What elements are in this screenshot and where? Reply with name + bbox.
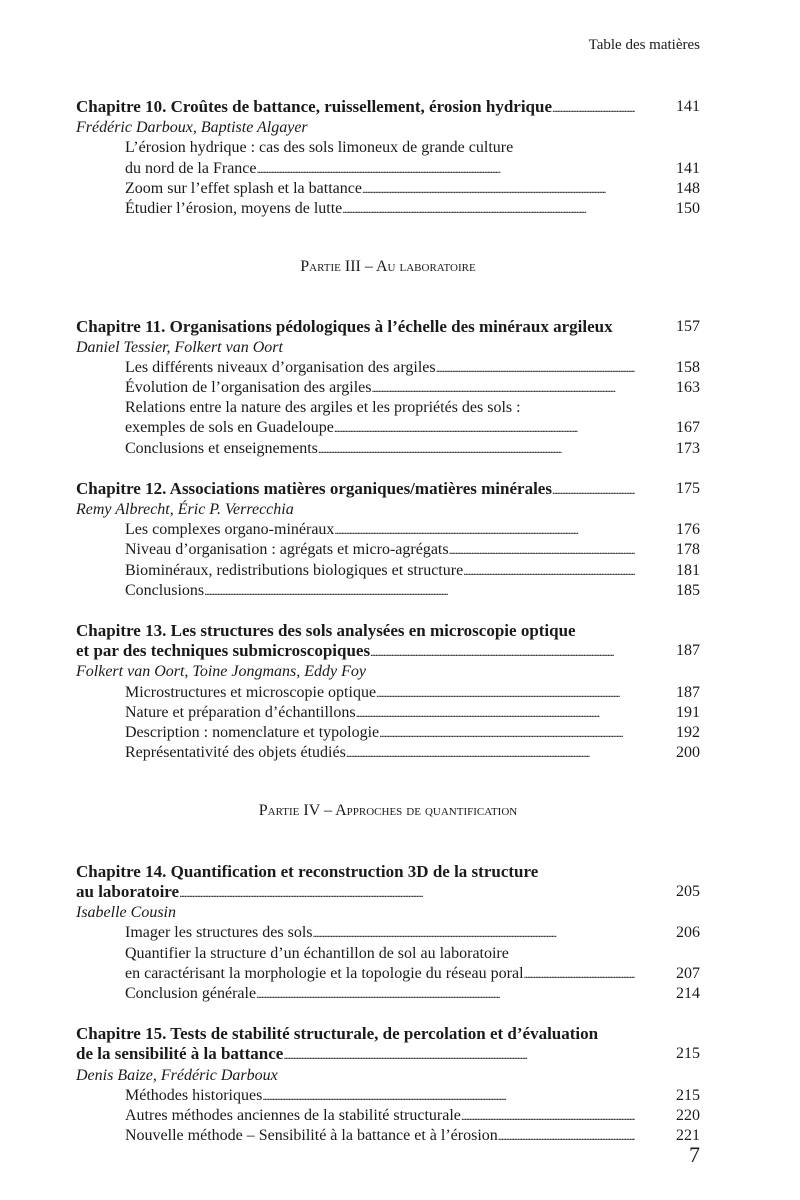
chapter-title[interactable] xyxy=(76,479,700,500)
chapter-11 xyxy=(76,317,700,458)
page-number: 221 xyxy=(676,1127,700,1145)
entry-text: Microstructures et microscopie optique xyxy=(125,683,377,701)
section-entry[interactable] xyxy=(76,984,700,1004)
section-entry[interactable]: Quantifier la structure d’un échantillon de sol au laboratoire xyxy=(125,944,509,962)
dot-leader xyxy=(346,743,635,763)
entry-text: Étudier l’érosion, moyens de lutte xyxy=(125,200,343,218)
page-number: 205 xyxy=(676,882,700,900)
section-entry[interactable] xyxy=(76,1106,700,1126)
dot-leader xyxy=(376,683,635,703)
dot-leader xyxy=(552,479,635,500)
page-number: 185 xyxy=(676,581,700,599)
page-number: 167 xyxy=(676,419,700,437)
chapter-10 xyxy=(76,97,700,219)
entry-text: du nord de la France xyxy=(125,159,257,177)
section-entry[interactable] xyxy=(76,923,700,943)
page-number: 214 xyxy=(676,984,700,1002)
page-number: 220 xyxy=(676,1106,700,1124)
entry-text: Représentativité des objets étudiés xyxy=(125,744,346,762)
page-number: 192 xyxy=(676,724,700,742)
page-number: 157 xyxy=(676,318,700,336)
title-text: au laboratoire xyxy=(76,881,180,901)
dot-leader xyxy=(362,179,635,199)
page-number: 178 xyxy=(676,541,700,559)
chapter-title[interactable]: Chapitre 13. Les structures des sols analysées en microscopie optique xyxy=(76,621,576,641)
title-text: de la sensibilité à la battance xyxy=(76,1044,284,1064)
chapter-title-cont[interactable] xyxy=(76,882,700,903)
entry-text: Biominéraux, redistributions biologiques et structure xyxy=(125,561,464,579)
dot-leader xyxy=(498,1126,635,1146)
page-number: 207 xyxy=(676,964,700,982)
section-entry[interactable] xyxy=(76,199,700,219)
page-number: 215 xyxy=(676,1086,700,1104)
dot-leader xyxy=(179,882,635,903)
entry-text: Description : nomenclature et typologie xyxy=(125,724,380,742)
chapter-authors: Remy Albrecht, Éric P. Verrecchia xyxy=(76,501,294,519)
page-number: 191 xyxy=(676,703,700,721)
page-number: 175 xyxy=(676,479,700,497)
section-entry[interactable]: L’érosion hydrique : cas des sols limoneux de grande culture xyxy=(125,139,514,157)
dot-leader xyxy=(204,581,635,601)
dot-leader xyxy=(379,723,635,743)
dot-leader xyxy=(436,358,635,378)
entry-text: Conclusions xyxy=(125,581,205,599)
entry-text: en caractérisant la morphologie et la topologie du réseau poral xyxy=(125,964,524,982)
entry-text: Les différents niveaux d’organisation des argiles xyxy=(125,358,436,376)
part-heading: Partie IV – Approches de quantification xyxy=(258,802,518,820)
page-number: 200 xyxy=(676,744,700,762)
title-text: Chapitre 12. Associations matières organiques/matières minérales xyxy=(76,478,552,498)
dot-leader xyxy=(356,703,635,723)
chapter-title-cont[interactable] xyxy=(76,1044,700,1065)
title-text: et par des techniques submicroscopiques xyxy=(76,641,371,661)
page-number: 181 xyxy=(676,561,700,579)
dot-leader xyxy=(463,561,635,581)
section-entry[interactable] xyxy=(76,439,700,459)
page-number: 141 xyxy=(676,98,700,115)
page-number: 148 xyxy=(676,179,700,197)
dot-leader xyxy=(318,439,635,459)
chapter-title[interactable] xyxy=(76,97,700,118)
section-entry[interactable] xyxy=(76,159,700,179)
chapter-authors: Denis Baize, Frédéric Darboux xyxy=(76,1066,278,1084)
running-head: Table des matières xyxy=(588,37,700,53)
dot-leader xyxy=(371,378,635,398)
section-entry[interactable] xyxy=(76,581,700,601)
entry-text: Zoom sur l’effet splash et la battance xyxy=(125,179,362,197)
dot-leader xyxy=(524,964,635,984)
section-entry[interactable] xyxy=(76,1086,700,1106)
entry-text: Niveau d’organisation : agrégats et micro-agrégats xyxy=(125,541,449,559)
page-number: 141 xyxy=(676,159,700,177)
chapter-15 xyxy=(76,1024,700,1146)
entry-text: Autres méthodes anciennes de la stabilité structurale xyxy=(125,1106,461,1124)
entry-text: Les complexes organo-minéraux xyxy=(125,521,335,539)
page-number: 150 xyxy=(676,200,700,218)
page-number: 173 xyxy=(676,439,700,457)
section-entry[interactable] xyxy=(76,540,700,560)
table-of-contents xyxy=(76,97,700,1166)
dot-leader xyxy=(552,97,635,118)
chapter-title[interactable] xyxy=(76,317,700,337)
part-heading: Partie III – Au laboratoire xyxy=(300,258,476,276)
dot-leader xyxy=(334,520,635,540)
section-entry[interactable]: Relations entre la nature des argiles et les propriétés des sols : xyxy=(125,399,521,417)
chapter-13 xyxy=(76,621,700,763)
chapter-title[interactable]: Chapitre 15. Tests de stabilité structurale, de percolation et d’évaluation xyxy=(76,1024,599,1044)
title-text: Chapitre 10. Croûtes de battance, ruissellement, érosion hydrique xyxy=(76,97,552,116)
dot-leader xyxy=(334,418,635,438)
dot-leader xyxy=(256,984,635,1004)
section-entry[interactable] xyxy=(76,723,700,743)
dot-leader xyxy=(257,159,635,179)
section-entry[interactable] xyxy=(76,520,700,540)
chapter-authors: Isabelle Cousin xyxy=(76,904,176,922)
entry-text: Nature et préparation d’échantillons xyxy=(125,703,356,721)
title-text: Chapitre 11. Organisations pédologiques à l’échelle des minéraux argileux xyxy=(76,317,613,337)
dot-leader xyxy=(449,540,635,560)
page-number: 163 xyxy=(676,379,700,397)
section-entry[interactable] xyxy=(76,418,700,438)
page-number: 176 xyxy=(676,521,700,539)
entry-text: Conclusions et enseignements xyxy=(125,439,318,457)
chapter-14 xyxy=(76,862,700,1004)
section-entry[interactable] xyxy=(76,683,700,703)
dot-leader xyxy=(313,923,635,943)
section-entry[interactable] xyxy=(76,964,700,984)
page-folio: 7 xyxy=(689,1142,700,1167)
page-number: 215 xyxy=(676,1045,700,1063)
chapter-authors: Daniel Tessier, Folkert van Oort xyxy=(76,338,283,356)
section-entry[interactable] xyxy=(76,1126,700,1146)
chapter-authors: Folkert van Oort, Toine Jongmans, Eddy Foy xyxy=(76,663,367,681)
dot-leader xyxy=(342,199,635,219)
chapter-title[interactable]: Chapitre 14. Quantification et reconstruction 3D de la structure xyxy=(76,861,539,881)
chapter-12 xyxy=(76,479,700,601)
page-number: 187 xyxy=(676,683,700,701)
section-entry[interactable] xyxy=(76,358,700,378)
section-entry[interactable] xyxy=(76,378,700,398)
dot-leader xyxy=(283,1044,635,1065)
page-number: 187 xyxy=(676,642,700,660)
section-entry[interactable] xyxy=(76,179,700,199)
chapter-title-cont[interactable] xyxy=(76,641,700,662)
dot-leader xyxy=(262,1086,635,1106)
entry-text: Imager les structures des sols xyxy=(125,924,313,942)
section-entry[interactable] xyxy=(76,743,700,763)
section-entry[interactable] xyxy=(76,703,700,723)
entry-text: exemples de sols en Guadeloupe xyxy=(125,419,334,437)
chapter-authors: Frédéric Darboux, Baptiste Algayer xyxy=(76,119,308,137)
page-number: 158 xyxy=(676,358,700,376)
section-entry[interactable] xyxy=(76,561,700,581)
page-number: 206 xyxy=(676,924,700,942)
entry-text: Nouvelle méthode – Sensibilité à la battance et à l’érosion xyxy=(125,1127,498,1145)
entry-text: Méthodes historiques xyxy=(125,1086,263,1104)
dot-leader xyxy=(370,641,635,662)
entry-text: Évolution de l’organisation des argiles xyxy=(125,379,372,397)
dot-leader xyxy=(461,1106,635,1126)
entry-text: Conclusion générale xyxy=(125,984,257,1002)
